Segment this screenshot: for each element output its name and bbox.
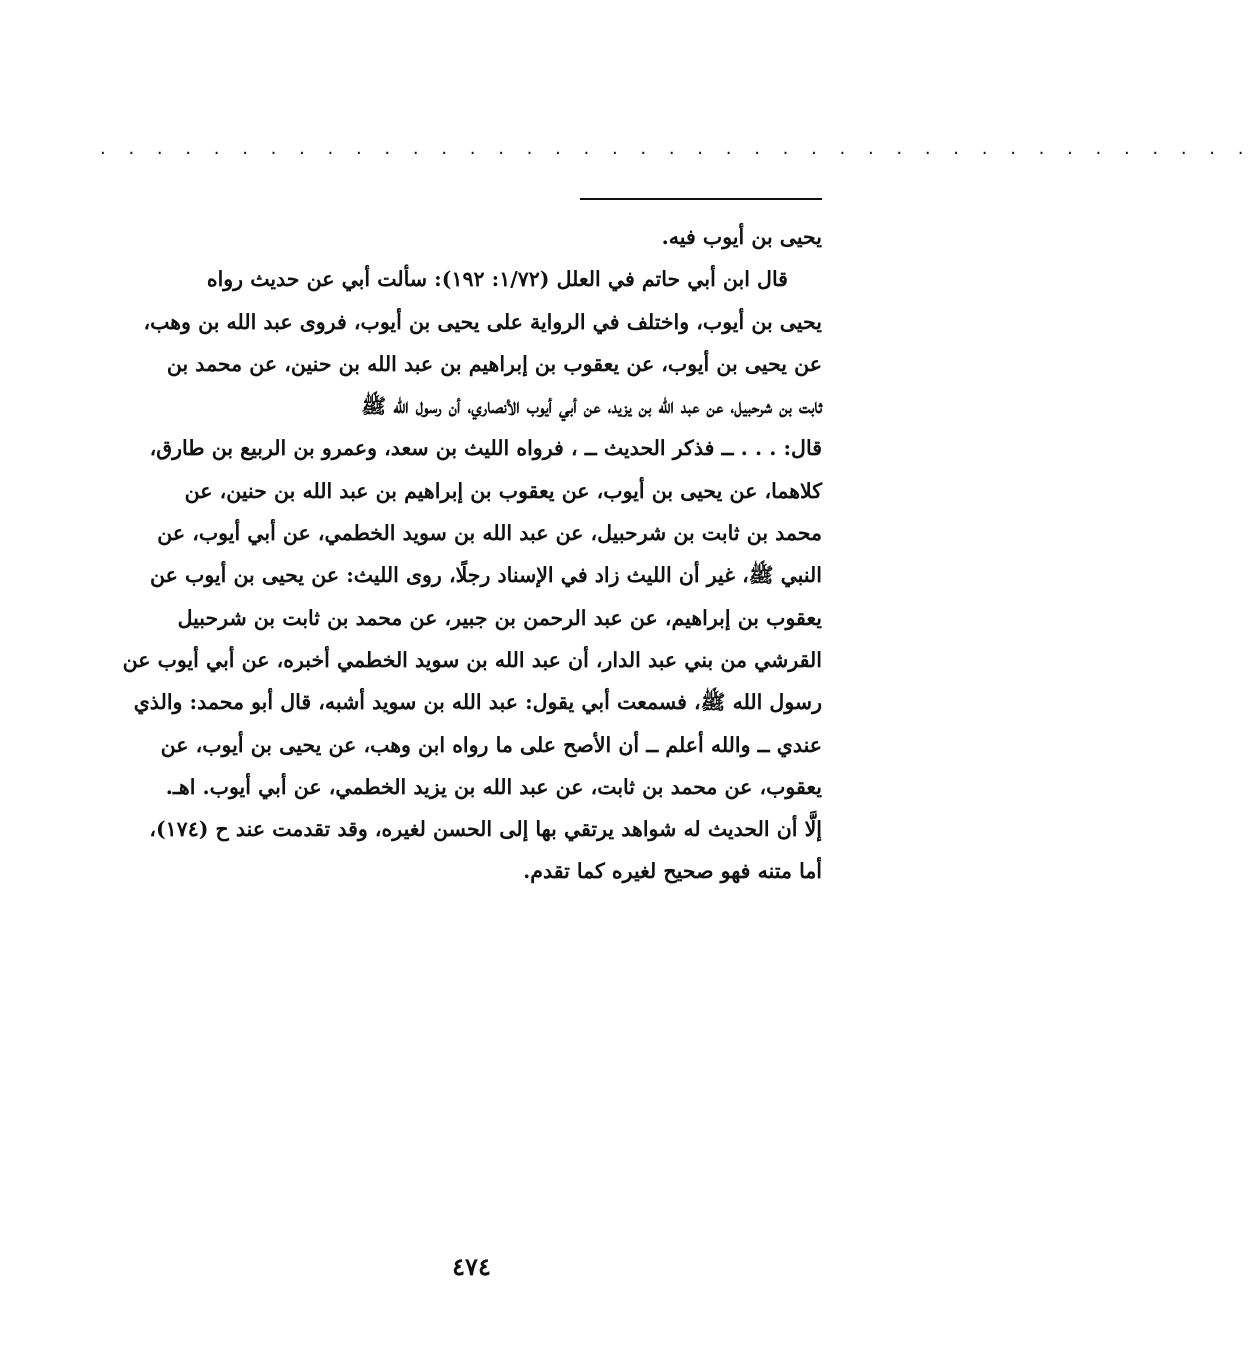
text-line: رسول الله ﷺ، فسمعت أبي يقول: عبد الله بن سويد أشبه، قال أبو محمد: والذي <box>133 690 822 715</box>
text-line: إلَّا أن الحديث له شواهد يرتقي بها إلى الحسن لغيره، وقد تقدمت عند ح (١٧٤)، <box>149 817 822 842</box>
text-line: ثابت بن شرحبيل، عن عبد الله بن يزيد، عن أبي أيوب الأنصاري، أن رسول الله ﷺ <box>361 394 822 419</box>
text-line: يعقوب، عن محمد بن ثابت، عن عبد الله بن يزيد الخطمي، عن أبي أيوب. اهـ. <box>165 774 822 799</box>
page-number: ٤٧٤ <box>452 1252 491 1281</box>
footnote-text <box>98 216 822 893</box>
footnote-rule <box>580 198 822 200</box>
text-line: النبي ﷺ، غير أن الليث زاد في الإسناد رجلًا، روى الليث: عن يحيى بن أيوب عن <box>150 563 822 588</box>
text-line: قال: . . . ــ فذكر الحديث ــ ، فرواه الليث بن سعد، وعمرو بن الربيع بن طارق، <box>149 436 822 461</box>
text-line: يحيى بن أيوب، واختلف في الرواية على يحيى بن أيوب، فروى عبد الله بن وهب، <box>143 309 822 334</box>
text-line: عن يحيى بن أيوب، عن يعقوب بن إبراهيم بن عبد الله بن حنين، عن محمد بن <box>166 351 822 376</box>
text-line: محمد بن ثابت بن شرحبيل، عن عبد الله بن سويد الخطمي، عن أبي أيوب، عن <box>157 521 822 546</box>
text-line: يعقوب بن إبراهيم، عن عبد الرحمن بن جبير، عن محمد بن ثابت بن شرحبيل <box>177 605 822 630</box>
text-line: يحيى بن أيوب فيه. <box>661 225 822 249</box>
text-line: قال ابن أبي حاتم في العلل (١/٧٢: ١٩٢): سألت أبي عن حديث رواه <box>206 267 788 292</box>
text-line: عندي ــ والله أعلم ــ أن الأصح على ما رواه ابن وهب، عن يحيى بن أيوب، عن <box>160 732 822 757</box>
text-line: القرشي من بني عبد الدار، أن عبد الله بن سويد الخطمي أخبره، عن أبي أيوب عن <box>122 647 822 672</box>
text-line: أما متنه فهو صحيح لغيره كما تقدم. <box>523 859 822 884</box>
separator-dots: . . . . . . . . . . . . . . . . . . . . . . . . . . . . . . . . . . . . . . . . . <box>100 138 1252 159</box>
text-line: كلاهما، عن يحيى بن أيوب، عن يعقوب بن إبراهيم بن عبد الله بن حنين، عن <box>184 478 822 503</box>
